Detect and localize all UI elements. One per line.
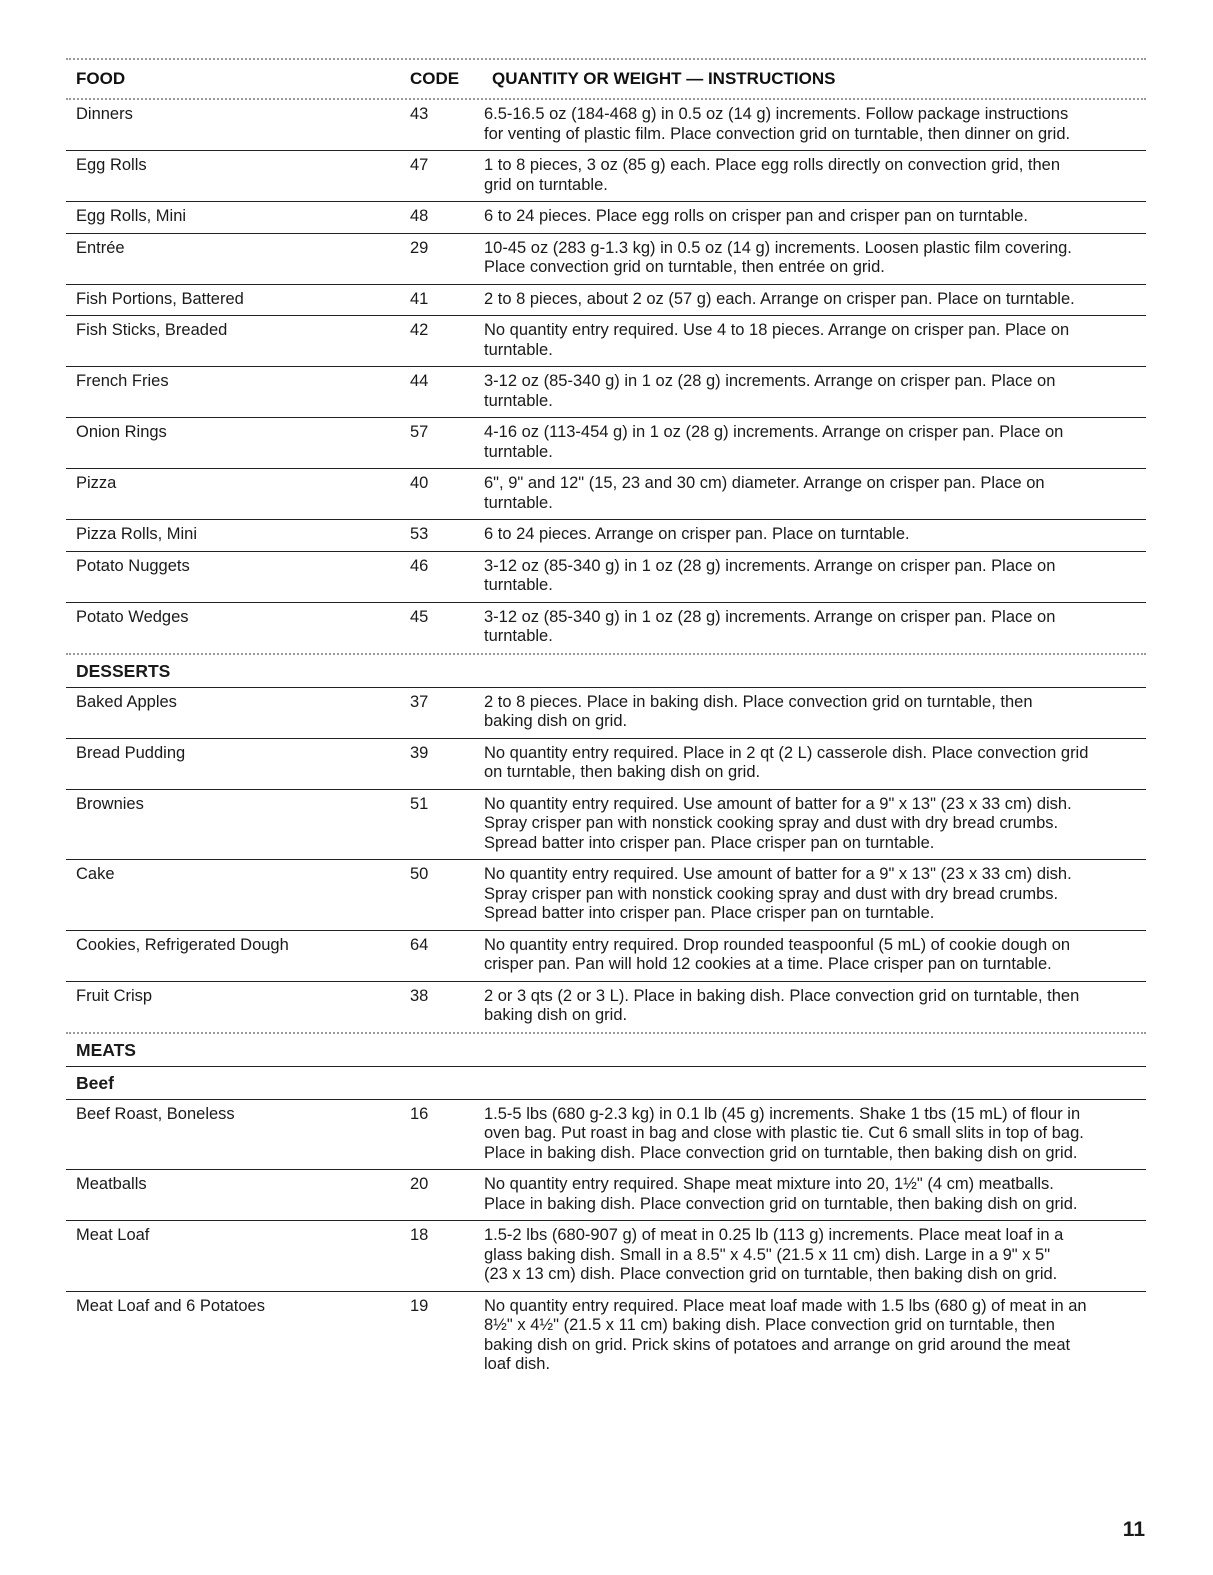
code-cell: 19 <box>410 1296 429 1315</box>
instructions-cell: No quantity entry required. Use amount of batter for a 9" x 13" (23 x 33 cm) dish. Spray crisper pan with nonstick cooking spray and dust with dry bread crumbs. Spread batter into crisper pan. Place crisper pan on turntable. <box>484 865 1072 922</box>
instructions-cell: 1 to 8 pieces, 3 oz (85 g) each. Place egg rolls directly on convection grid, then grid on turntable. <box>484 156 1060 194</box>
instructions-cell: 6.5-16.5 oz (184-468 g) in 0.5 oz (14 g) increments. Follow package instructions for venting of plastic film. Place convection grid on turntable, then dinner on grid. <box>484 105 1071 143</box>
food-cell: Bread Pudding <box>76 743 186 762</box>
table-row <box>66 202 1146 233</box>
food-cell: Dinners <box>76 105 133 123</box>
instructions-cell: 2 to 8 pieces, about 2 oz (57 g) each. Arrange on crisper pan. Place on turntable. <box>484 289 1075 308</box>
instructions-cell: 3-12 oz (85-340 g) in 1 oz (28 g) increments. Arrange on crisper pan. Place on turntable. <box>484 607 1056 645</box>
table-row <box>66 418 1146 468</box>
code-cell: 16 <box>410 1104 429 1123</box>
table-row <box>66 790 1146 860</box>
instructions-cell: 3-12 oz (85-340 g) in 1 oz (28 g) increments. Arrange on crisper pan. Place on turntable. <box>484 556 1056 594</box>
instructions-cell: No quantity entry required. Use 4 to 18 pieces. Arrange on crisper pan. Place on turntable. <box>484 321 1070 359</box>
section-title: MEATS <box>76 1039 136 1060</box>
code-cell: 51 <box>410 794 429 813</box>
food-cell: Brownies <box>76 794 144 813</box>
instructions-cell: 6", 9" and 12" (15, 23 and 30 cm) diameter. Arrange on crisper pan. Place on turntable. <box>484 474 1045 512</box>
code-cell: 44 <box>410 372 429 390</box>
code-cell: 64 <box>410 935 429 954</box>
instructions-cell: No quantity entry required. Place meat loaf made with 1.5 lbs (680 g) of meat in an 8½" x 4½" (21.5 x 11 cm) baking dish. Place convection grid on turntable, then baking dish on grid. Prick skins of potatoes and arrange on grid around the meat loaf dish. <box>484 1296 1087 1373</box>
header-food: FOOD <box>76 69 126 88</box>
food-cell: Meat Loaf and 6 Potatoes <box>76 1296 265 1315</box>
table-row <box>66 367 1146 417</box>
instructions-cell: 1.5-2 lbs (680-907 g) of meat in 0.25 lb (113 g) increments. Place meat loaf in a glass baking dish. Small in a 8.5" x 4.5" (21.5 x 11 cm) dish. Large in a 9" x 5" (23 x 13 cm) dish. Place convection grid on turntable, then baking dish on grid. <box>484 1226 1064 1283</box>
instructions-cell: No quantity entry required. Place in 2 qt (2 L) casserole dish. Place convection grid on turntable, then baking dish on grid. <box>484 743 1089 781</box>
food-cell: Fish Portions, Battered <box>76 289 244 308</box>
table-row <box>66 552 1146 602</box>
table-row <box>66 234 1146 284</box>
food-cell: Potato Nuggets <box>76 556 190 575</box>
table-header <box>66 60 1146 98</box>
food-cell: Baked Apples <box>76 692 177 711</box>
code-cell: 57 <box>410 423 429 441</box>
table-row <box>66 982 1146 1032</box>
code-cell: 41 <box>410 289 429 308</box>
code-cell: 39 <box>410 743 429 762</box>
header-quantity-instructions: QUANTITY OR WEIGHT — INSTRUCTIONS <box>492 69 836 88</box>
table-row <box>66 688 1146 738</box>
table-row <box>66 469 1146 519</box>
subsection-title: Beef <box>76 1072 114 1093</box>
instructions-cell: No quantity entry required. Use amount of batter for a 9" x 13" (23 x 33 cm) dish. Spray crisper pan with nonstick cooking spray and dust with dry bread crumbs. Spread batter into crisper pan. Place crisper pan on turntable. <box>484 794 1072 852</box>
food-cell: Fruit Crisp <box>76 986 153 1005</box>
code-cell: 50 <box>410 865 429 883</box>
code-cell: 45 <box>410 607 429 626</box>
food-cell: Egg Rolls, Mini <box>76 207 187 225</box>
food-cell: Fish Sticks, Breaded <box>76 321 228 339</box>
instructions-cell: No quantity entry required. Shape meat mixture into 20, 1½" (4 cm) meatballs. Place in baking dish. Place convection grid on turntable, then baking dish on grid. <box>484 1175 1078 1213</box>
table-row <box>66 603 1146 653</box>
instructions-cell: 10-45 oz (283 g-1.3 kg) in 0.5 oz (14 g) increments. Loosen plastic film covering. Place convection grid on turntable, then entrée on grid. <box>484 238 1072 276</box>
cooking-chart-table <box>66 58 1146 1381</box>
table-body <box>66 100 1146 1381</box>
code-cell: 46 <box>410 556 429 575</box>
food-cell: Beef Roast, Boneless <box>76 1104 235 1123</box>
food-cell: Meat Loaf <box>76 1226 150 1244</box>
code-cell: 37 <box>410 692 429 711</box>
food-cell: Pizza <box>76 474 117 492</box>
table-row <box>66 285 1146 316</box>
food-cell: Potato Wedges <box>76 607 189 626</box>
code-cell: 47 <box>410 156 429 174</box>
section-title: DESSERTS <box>76 660 171 681</box>
code-cell: 43 <box>410 105 429 123</box>
table-row <box>66 100 1146 150</box>
code-cell: 53 <box>410 525 429 543</box>
code-cell: 20 <box>410 1175 429 1193</box>
page-number: 11 <box>1122 1518 1145 1541</box>
code-cell: 29 <box>410 238 429 257</box>
instructions-cell: 2 to 8 pieces. Place in baking dish. Place convection grid on turntable, then baking dish on grid. <box>484 692 1033 730</box>
table-row <box>66 520 1146 551</box>
code-cell: 38 <box>410 986 429 1005</box>
table-row <box>66 1100 1146 1170</box>
table-row <box>66 931 1146 981</box>
food-cell: Egg Rolls <box>76 156 147 174</box>
table-row <box>66 1292 1146 1381</box>
food-cell: Cookies, Refrigerated Dough <box>76 935 289 954</box>
table-row <box>66 316 1146 366</box>
food-cell: French Fries <box>76 372 169 390</box>
table-row <box>66 860 1146 930</box>
food-cell: Entrée <box>76 238 125 257</box>
table-row <box>66 739 1146 789</box>
food-cell: Meatballs <box>76 1175 147 1193</box>
code-cell: 18 <box>410 1226 429 1244</box>
instructions-cell: 6 to 24 pieces. Place egg rolls on crisper pan and crisper pan on turntable. <box>484 207 1028 225</box>
instructions-cell: 6 to 24 pieces. Arrange on crisper pan. Place on turntable. <box>484 525 910 543</box>
code-cell: 40 <box>410 474 429 492</box>
code-cell: 48 <box>410 207 429 225</box>
food-cell: Pizza Rolls, Mini <box>76 525 198 543</box>
food-cell: Onion Rings <box>76 423 167 441</box>
instructions-cell: 3-12 oz (85-340 g) in 1 oz (28 g) increments. Arrange on crisper pan. Place on turntable. <box>484 372 1056 410</box>
header-code: CODE <box>410 69 460 88</box>
instructions-cell: 2 or 3 qts (2 or 3 L). Place in baking dish. Place convection grid on turntable, then baking dish on grid. <box>484 986 1080 1024</box>
food-cell: Cake <box>76 865 115 883</box>
table-row <box>66 151 1146 201</box>
code-cell: 42 <box>410 321 429 339</box>
instructions-cell: 4-16 oz (113-454 g) in 1 oz (28 g) increments. Arrange on crisper pan. Place on turntable. <box>484 423 1064 461</box>
table-row <box>66 1221 1146 1291</box>
table-row <box>66 1170 1146 1220</box>
instructions-cell: 1.5-5 lbs (680 g-2.3 kg) in 0.1 lb (45 g) increments. Shake 1 tbs (15 mL) of flour in oven bag. Put roast in bag and close with plastic tie. Cut 6 small slits in top of bag. Place in baking dish. Place convection grid on turntable, then baking dish on grid. <box>484 1104 1084 1162</box>
instructions-cell: No quantity entry required. Drop rounded teaspoonful (5 mL) of cookie dough on crisper pan. Pan will hold 12 cookies at a time. Place crisper pan on turntable. <box>484 935 1071 973</box>
